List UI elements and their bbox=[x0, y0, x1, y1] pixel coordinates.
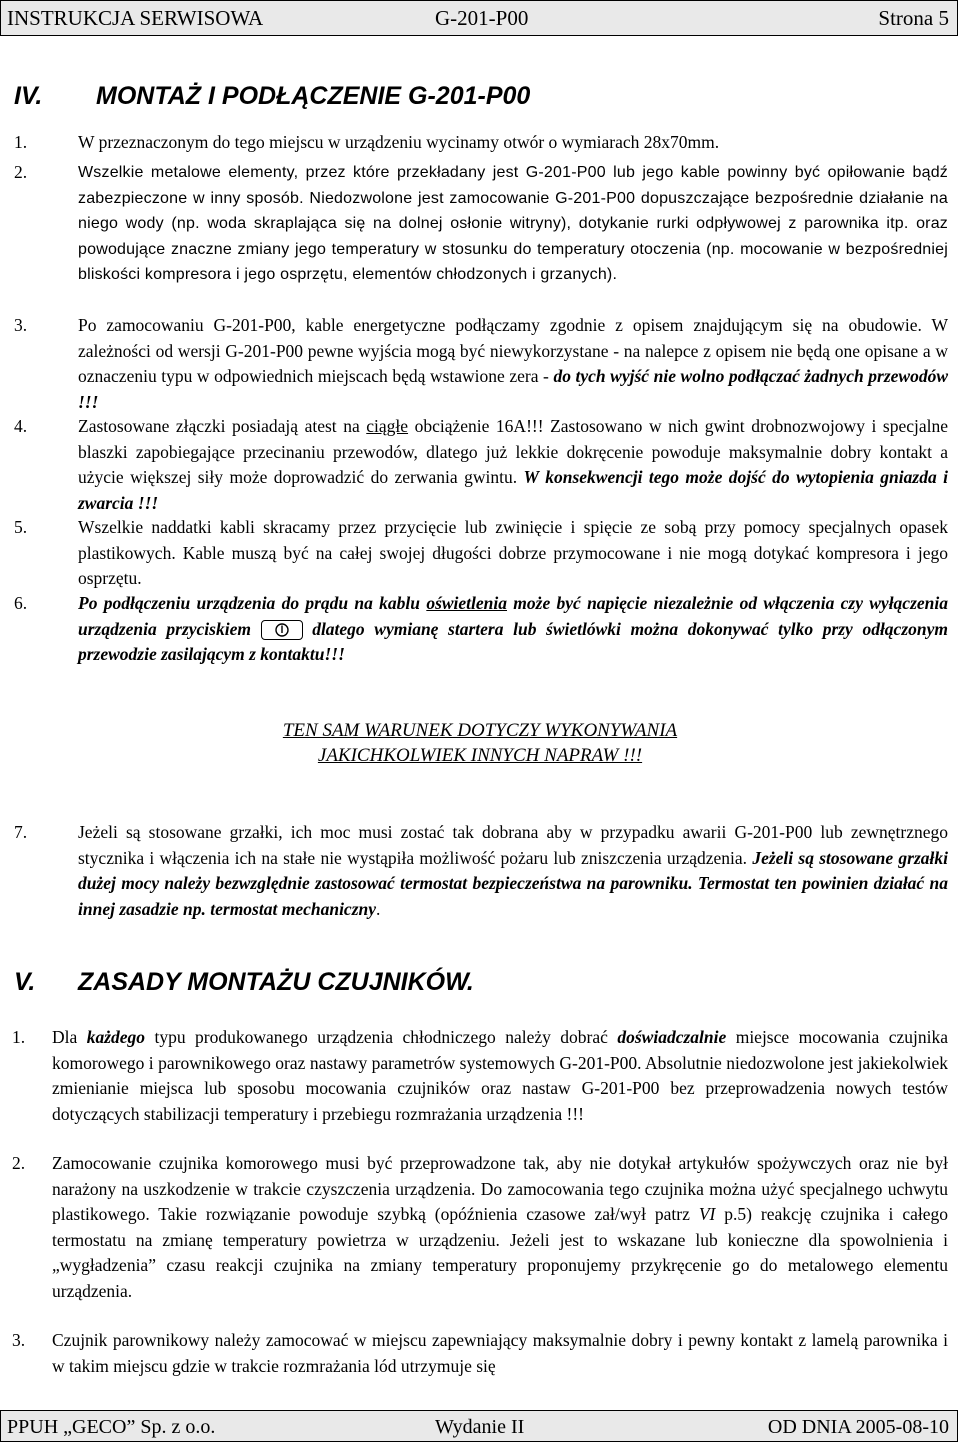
item-text: Wszelkie naddatki kabli skracamy przez przycięcie lub zwinięcie i spięcie ze sobą przy pomocy specjalnych opasek plastikowych. Kable muszą być na całej swojej długości dobrze przymocowane i nie mogą dotykać kompresora i jego osprzętu. bbox=[78, 517, 948, 588]
item-text bbox=[52, 1151, 948, 1304]
header-model: G-201-P00 bbox=[435, 6, 529, 30]
item-text-part: Po zamocowaniu G-201-P00, kable energetyczne podłączamy zgodnie z opisem znajdującym się na obudowie. W zależności od wersji G-201-P00 pewne wyjścia mogą być niewykorzystane - na nalepce z opisem nie będą one opisane a w oznaczeniu typu w odpowiednich miejscach będą wstawione zera - bbox=[78, 315, 948, 386]
list-item bbox=[12, 1328, 948, 1379]
section-title: ZASADY MONTAŻU CZUJNIKÓW. bbox=[78, 968, 474, 996]
warning-line-2: JAKICHKOLWIEK INNYCH NAPRAW !!! bbox=[317, 745, 643, 766]
item-text bbox=[78, 160, 948, 288]
header-doc-title: INSTRUKCJA SERWISOWA bbox=[7, 6, 264, 30]
power-button-symbol-icon bbox=[261, 620, 303, 640]
item-text bbox=[78, 820, 948, 922]
item-text-part: Jeżeli są stosowane grzałki, ich moc musi zostać tak dobrana aby w przypadku awarii G-201-P00 lub zewnętrznego stycznika i włączenia ich na stałe nie wystąpiła możliwość pożaru lub zniszczenia urządzenia. bbox=[78, 822, 948, 868]
section-number: V. bbox=[14, 968, 36, 996]
item-text-part: Zamocowanie czujnika komorowego musi być przeprowadzone tak, aby nie dotykał artykułów spożywczych oraz nie był narażony na uszkodzenie w trakcie czyszczenia urządzenia. Do zamocowania tego czujnika można użyć specjalnego uchwytu plastikowego. Takie rozwiązanie powoduje szybką (opóźnienia czasowe zał/wył patrz bbox=[52, 1153, 948, 1224]
item-emphasis: doświadczalnie bbox=[617, 1027, 727, 1047]
item-text-part: obciążenie 16A!!! Zastosowano w nich gwint drobnozwojowy i specjalne blaszki zapobiegające przecinaniu przewodów, dlatego już lekkie dokręcenie powoduje maksymalnie dobry kontakt a użycie większej siły może doprowadzić do zerwania gwintu. bbox=[78, 416, 948, 487]
item-text bbox=[78, 313, 948, 415]
item-text-part: Dla bbox=[52, 1027, 87, 1047]
item-number: 7. bbox=[14, 822, 28, 842]
list-item bbox=[14, 820, 948, 922]
warning-line-1: TEN SAM WARUNEK DOTYCZY WYKONYWANIA bbox=[282, 720, 678, 741]
item-text-part: dlatego wymianę startera lub świetlówki można dokonywać tylko przy odłączonym przewodzie zasilającym z kontaktu!!! bbox=[78, 618, 948, 664]
list-item bbox=[12, 1025, 948, 1127]
list-item bbox=[14, 591, 948, 668]
item-number: 2. bbox=[12, 1153, 26, 1173]
item-emphasis: do tych wyjść nie wolno podłączać żadnych przewodów !!! bbox=[78, 366, 948, 412]
item-text-part: Zastosowane złączki posiadają atest na bbox=[78, 416, 367, 436]
item-text-part: Niedozwolone jest zamocowanie G-201-P00 dopuszczające bezpośrednie działanie na niego wody (np. woda skraplająca się na dolnej osłonie witryny), dotykanie rurki odpływowej z parownika itp. oraz powodujące znaczne zmiany jego temperatury w stosunku do temperatury otoczenia (np. mocowanie w bezpośredniej bliskości kompresora i jego osprzętu, elementów chłodzonych i grzanych). bbox=[78, 189, 948, 283]
item-number: 1. bbox=[14, 132, 28, 152]
item-italic: VI bbox=[698, 1204, 716, 1224]
list-item bbox=[14, 414, 948, 516]
item-text-part: Po podłączeniu urządzenia do prądu na kablu bbox=[78, 593, 427, 613]
list-item bbox=[14, 515, 948, 592]
item-text: Czujnik parownikowy należy zamocować w miejscu zapewniający maksymalnie dobry i pewny kontakt z lamelą parownika i w takim miejscu gdzie w trakcie rozmrażania lód utrzymuje się bbox=[52, 1330, 948, 1376]
item-number: 2. bbox=[14, 162, 28, 182]
item-emphasis: każdego bbox=[86, 1027, 146, 1047]
list-item bbox=[14, 313, 948, 415]
page-footer bbox=[0, 1410, 958, 1442]
item-text-part: . bbox=[376, 898, 381, 919]
section-number: IV. bbox=[14, 82, 43, 110]
page-header bbox=[0, 0, 958, 36]
list-item bbox=[12, 1151, 948, 1304]
item-emphasis: W konsekwencji tego może dojść do wytopienia gniazda i zwarcia !!! bbox=[78, 467, 948, 513]
item-number: 1. bbox=[12, 1027, 26, 1047]
item-text bbox=[78, 414, 948, 516]
header-page-number: Strona 5 bbox=[878, 6, 949, 30]
item-text-part: typu produkowanego urządzenia chłodniczego należy dobrać bbox=[145, 1027, 618, 1047]
item-text-part: p.5) reakcję czujnika i całego termostatu na zmianę temperatury powietrza w urządzeniu. Jeżeli jest to wskazane lub konieczne dla spowolnienia i „wygładzenia” czasu reakcji czujnika na zmiany temperatury proponujemy przykręcenie go do metalowego elementu urządzenia. bbox=[52, 1204, 948, 1301]
list-item bbox=[14, 160, 948, 288]
item-number: 3. bbox=[14, 315, 28, 335]
item-text-part: Wszelkie metalowe elementy, przez które przekładany jest G-201-P00 lub jego kable powinny być opiłowanie bądź zabezpieczone w inny sposób. bbox=[78, 164, 948, 207]
item-text bbox=[78, 591, 948, 668]
footer-date: OD DNIA 2005-08-10 bbox=[767, 1416, 949, 1438]
item-text: W przeznaczonym do tego miejscu w urządzeniu wycinamy otwór o wymiarach 28x70mm. bbox=[78, 132, 720, 152]
item-number: 5. bbox=[14, 517, 28, 537]
item-number: 4. bbox=[14, 416, 28, 436]
item-underlined: oświetlenia bbox=[426, 593, 508, 613]
item-emphasis: Jeżeli są stosowane grzałki dużej mocy należy bezwzględnie zastosować termostat bezpieczeństwa na parowniku. Termostat ten powinien działać na innej zasadzie np. termostat mechaniczny bbox=[78, 847, 948, 919]
item-number: 6. bbox=[14, 593, 28, 613]
footer-edition: Wydanie II bbox=[435, 1416, 525, 1438]
item-underlined: ciągłe bbox=[366, 416, 409, 436]
item-number: 3. bbox=[12, 1330, 26, 1350]
list-item bbox=[14, 130, 948, 156]
item-text-part: miejsce mocowania czujnika komorowego i parownikowego oraz nastawy parametrów systemowych G-201-P00. Absolutnie niedozwolone jest jakiekolwiek zmienianie miejsca lub sposobu mocowania czujników oraz nastaw G-201-P00 bez przeprowadzenia nowych testów dotyczących stabilizacji temperatury i przebiegu rozmrażania urządzenia !!! bbox=[52, 1027, 948, 1124]
footer-company: PPUH „GECO” Sp. z o.o. bbox=[7, 1416, 216, 1438]
item-text bbox=[52, 1025, 948, 1127]
section-title: MONTAŻ I PODŁĄCZENIE G-201-P00 bbox=[96, 82, 531, 110]
item-text-part: może być napięcie niezależnie od włączenia czy wyłączenia urządzenia przyciskiem bbox=[78, 593, 948, 639]
